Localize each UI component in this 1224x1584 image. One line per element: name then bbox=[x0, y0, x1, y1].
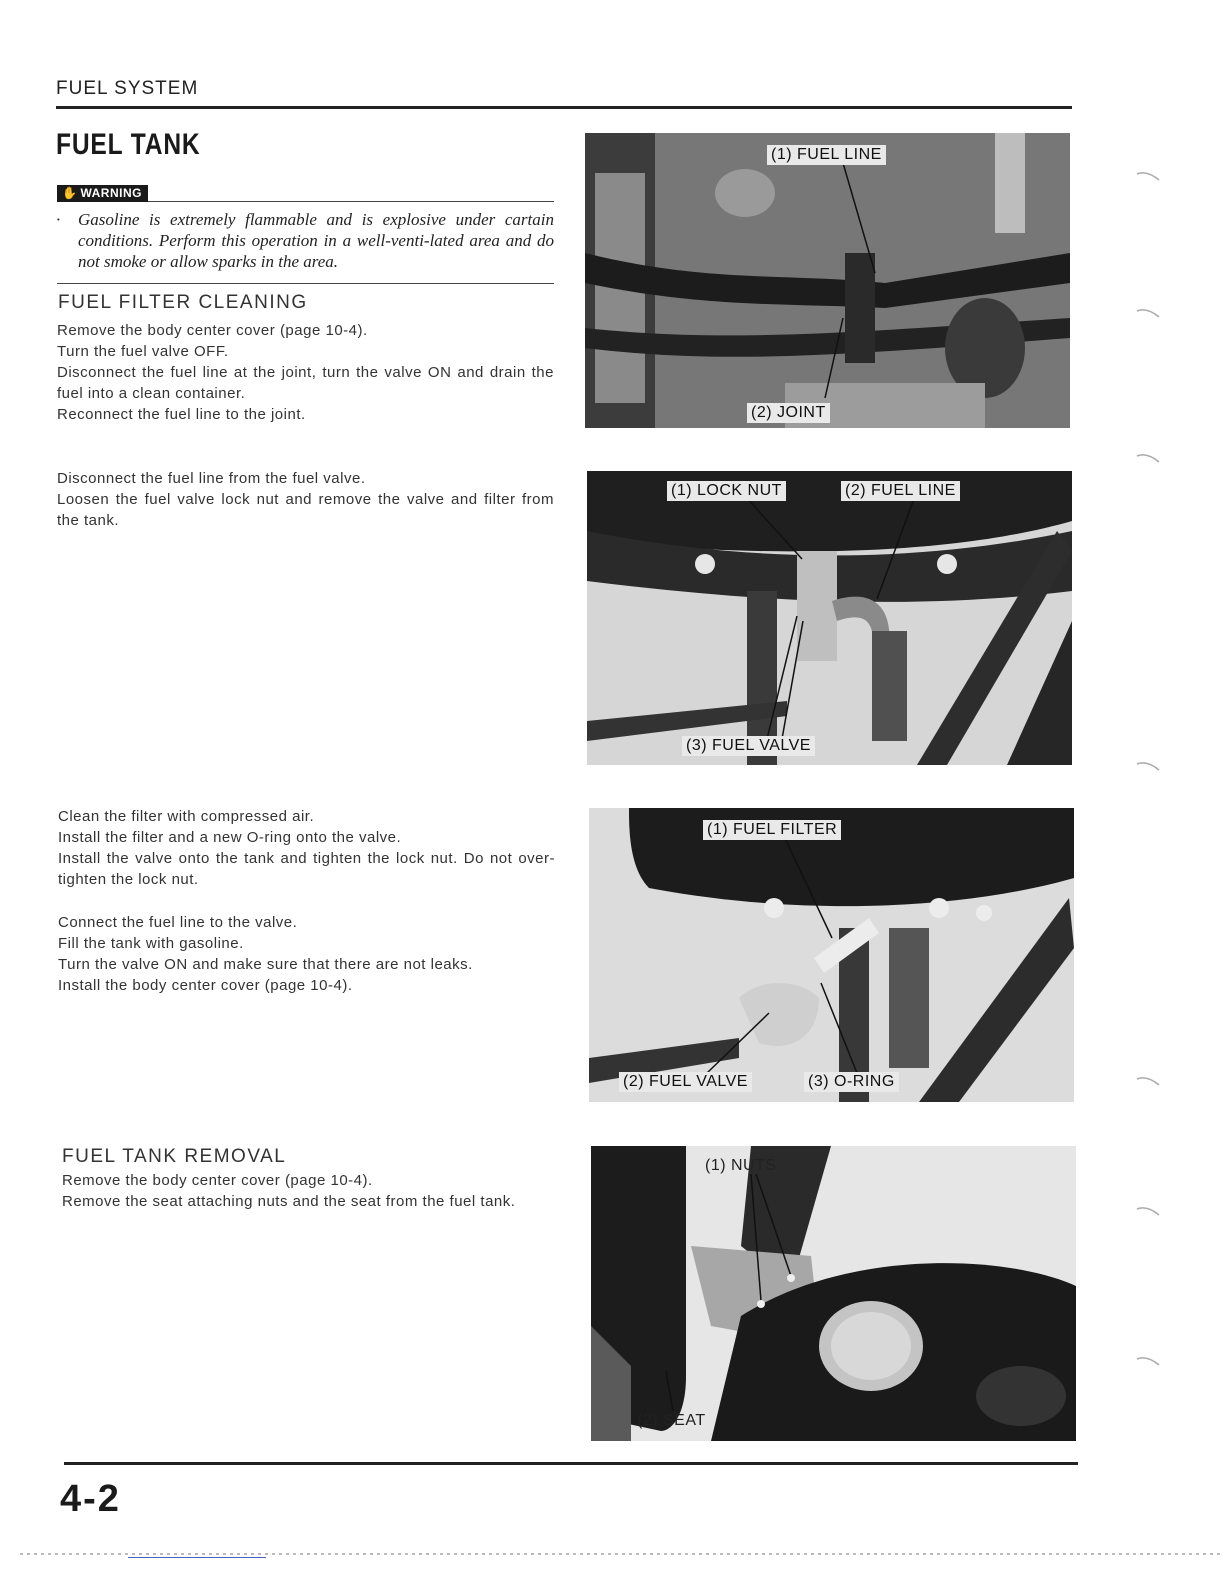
warning-badge-label: WARNING bbox=[80, 186, 142, 200]
binder-hole-mark bbox=[1135, 760, 1161, 774]
step-text: Fill the tank with gasoline. bbox=[58, 935, 244, 952]
step-text: Turn the fuel valve OFF. bbox=[57, 343, 229, 360]
step-text: Clean the filter with compressed air. bbox=[58, 808, 315, 825]
photo-lock-nut-valve bbox=[587, 471, 1072, 765]
binder-hole-mark bbox=[1135, 1205, 1161, 1219]
binder-hole-mark bbox=[1135, 452, 1161, 466]
photo2-label-fuel-line: (2) FUEL LINE bbox=[841, 481, 960, 501]
page-number: 4-2 bbox=[60, 1478, 121, 1520]
warning-hand-icon: ✋ bbox=[62, 186, 78, 200]
step-text: Disconnect the fuel line at the joint, turn the valve ON and drain the fuel into a clean container. bbox=[57, 364, 554, 402]
step-text: Remove the body center cover (page 10-4). bbox=[62, 1172, 373, 1189]
procedure-block-2 bbox=[57, 468, 554, 531]
step-text: Reconnect the fuel line to the joint. bbox=[57, 406, 306, 423]
step-text: Remove the seat attaching nuts and the seat from the fuel tank. bbox=[62, 1193, 516, 1210]
binder-hole-mark bbox=[1135, 307, 1161, 321]
photo-filter-oring bbox=[589, 808, 1074, 1102]
fuel-tank-removal-heading: FUEL TANK REMOVAL bbox=[62, 1146, 287, 1167]
photo3-label-fuel-filter: (1) FUEL FILTER bbox=[703, 820, 841, 840]
warning-rule-bottom bbox=[57, 283, 554, 284]
warning-text bbox=[56, 209, 554, 272]
section-header: FUEL SYSTEM bbox=[56, 78, 199, 99]
scan-artifact-blue bbox=[128, 1557, 266, 1558]
step-text: Install the valve onto the tank and tighten the lock nut. Do not over-tighten the lock nut. bbox=[58, 850, 555, 888]
photo3-label-fuel-valve: (2) FUEL VALVE bbox=[619, 1072, 752, 1092]
step-text: Disconnect the fuel line from the fuel valve. bbox=[57, 470, 366, 487]
warning-bullet: · bbox=[56, 210, 61, 229]
binder-hole-mark bbox=[1135, 170, 1161, 184]
footer-rule bbox=[64, 1462, 1078, 1465]
photo1-label-joint: (2) JOINT bbox=[747, 403, 830, 423]
photo-fuel-line-joint bbox=[585, 133, 1070, 428]
warning-rule-top bbox=[148, 201, 554, 202]
binder-hole-mark bbox=[1135, 1355, 1161, 1369]
step-text: Loosen the fuel valve lock nut and remove the valve and filter from the tank. bbox=[57, 491, 554, 529]
step-text: Connect the fuel line to the valve. bbox=[58, 914, 298, 931]
photo4-label-seat: (2) SEAT bbox=[637, 1412, 706, 1429]
photo3-label-o-ring: (3) O-RING bbox=[804, 1072, 899, 1092]
step-text: Turn the valve ON and make sure that there are not leaks. bbox=[58, 956, 473, 973]
photo2-label-lock-nut: (1) LOCK NUT bbox=[667, 481, 786, 501]
step-text: Install the body center cover (page 10-4). bbox=[58, 977, 353, 994]
photo-fuel-line-joint-image bbox=[585, 133, 1070, 428]
scan-artifact-line bbox=[20, 1553, 1220, 1555]
warning-body: Gasoline is extremely flammable and is explosive under cartain conditions. Perform this operation in a well-venti-lated area and do not smoke or allow sparks in the area. bbox=[78, 210, 554, 271]
photo-lock-nut-valve-image bbox=[587, 471, 1072, 765]
procedure-block-4 bbox=[58, 912, 555, 996]
warning-badge bbox=[57, 185, 148, 202]
step-text: Remove the body center cover (page 10-4). bbox=[57, 322, 368, 339]
fuel-filter-cleaning-heading: FUEL FILTER CLEANING bbox=[58, 292, 308, 313]
photo-seat-nuts-image bbox=[591, 1146, 1076, 1441]
photo-filter-oring-image bbox=[589, 808, 1074, 1102]
procedure-block-5 bbox=[62, 1170, 559, 1212]
photo1-label-fuel-line: (1) FUEL LINE bbox=[767, 145, 886, 165]
photo-seat-nuts bbox=[591, 1146, 1076, 1441]
header-rule bbox=[56, 106, 1072, 109]
page-title: FUEL TANK bbox=[56, 128, 201, 161]
photo2-label-fuel-valve: (3) FUEL VALVE bbox=[682, 736, 815, 756]
step-text: Install the filter and a new O-ring onto the valve. bbox=[58, 829, 402, 846]
binder-hole-mark bbox=[1135, 1075, 1161, 1089]
procedure-block-3 bbox=[58, 806, 555, 890]
procedure-block-1 bbox=[57, 320, 554, 425]
photo4-label-nuts: (1) NUTS bbox=[705, 1157, 777, 1174]
